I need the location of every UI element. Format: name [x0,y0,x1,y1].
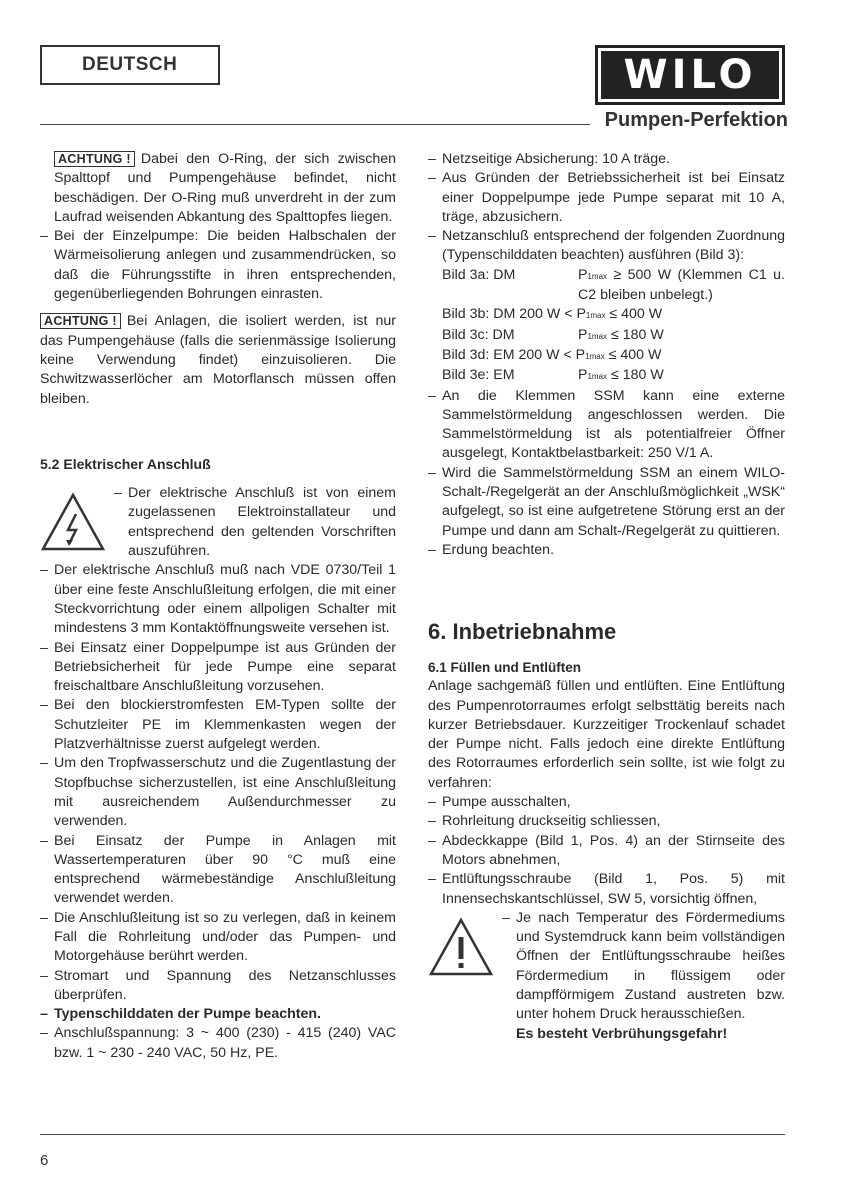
footer-rule [40,1134,785,1135]
list-item: – Bei Einsatz einer Doppelpumpe ist aus Gründen der Betriebsicherheit für jede Pumpe eine separat freischaltbare Anschlußleitung vorzusehen. [40,639,396,695]
bild-row: Bild 3b: DM 200 W < P1max ≤ 400 W [442,306,663,323]
list-item: – Bei Einsatz der Pumpe in Anlagen mit Wassertemperaturen über 90 °C muß eine entsprechend wärmebeständige Anschlußleitung verwendet werden. [40,832,396,907]
bild-row: Bild 3a: DM P1max ≥ 500 W (Klemmen C1 u. C2 bleiben unbelegt.) [442,266,785,304]
list-item: – Der elektrische Anschluß muß nach VDE 0730/Teil 1 über eine feste Anschlußleitung erfolgen, die mit einer Steckvorrichtung oder einem allpoligen Schalter mit mindestens 3 mm Kontaktöffnungsweite versehen ist. [40,562,396,637]
warning-bold: Es besteht Verbrühungsgefahr! [516,1025,728,1042]
bild-row: Bild 3d: EM 200 W < P1max ≤ 400 W [442,346,662,363]
list-item: – Je nach Temperatur des Fördermediums und Systemdruck kann beim vollständigen Öffnen der Entlüftungsschraube heißes Fördermedium in flüssigem oder dampfförmigem Zustand austreten bzw. unter hohem Druck herausschießen. Es besteht Verbrühungsgefahr! [502,909,785,1042]
warning-text: Je nach Temperatur des Fördermediums und Systemdruck kann beim vollständigen Öffnen der Entlüftungsschraube heißes Fördermedium in flüssigem oder dampfförmigem Zustand austreten bzw. unter hohem Druck herausschießen. [516,909,785,1023]
high-voltage-warning-icon [40,484,114,558]
logo-text: WILO [601,51,779,99]
page-number: 6 [40,1152,49,1169]
achtung-text-2: Bei Anlagen, die isoliert werden, ist nur das Pumpengehäuse (falls die serienmässige Isolierung keine Verwendung findet) einzuisolieren. Die Schwitzwasserlöcher am Motorflansch müssen offen bleiben. [40,313,396,407]
section-heading-6: 6. Inbetriebnahme [428,619,617,645]
bild-row: Bild 3c: DM P1max ≤ 180 W [442,326,664,343]
bild-row: Bild 3e: EM P1max ≤ 180 W [442,367,664,384]
achtung-badge: ACHTUNG ! [40,313,121,329]
left-column [40,150,396,1063]
section-heading-5-2: 5.2 Elektrischer Anschluß [40,455,211,472]
list-item: – Aus Gründen der Betriebssicherheit ist bei Einsatz einer Doppelpumpe jede Pumpe separat mit 10 A, träge, abzusichern. [428,170,785,225]
scald-warning [428,909,785,1044]
list-item: – An die Klemmen SSM kann eine externe Sammelstörmeldung angeschlossen werden. Die Sammelstörmeldung ist als potentialfreier Öffner ausgelegt, Kontaktbelastbarkeit: 250 V/1 A. [428,387,785,462]
list-item: – Erdung beachten. [428,541,555,558]
list-item: – Anschlußspannung: 3 ~ 400 (230) - 415 (240) VAC bzw. 1 ~ 230 - 240 VAC, 50 Hz, PE. [40,1025,396,1061]
list-item-bold: – Typenschilddaten der Pumpe beachten. [40,1006,321,1023]
achtung-paragraph-2 [40,312,396,408]
achtung-text-1: Dabei den O-Ring, der sich zwischen Spalttopf und Pumpengehäuse befindet, nicht beschädigen. Der O-Ring muß unverdreht in der zum Laufrad weisenden Abkantung des Spalttopfes liegen. [54,151,396,225]
list-item: – Die Anschlußleitung ist so zu verlegen, daß in keinem Fall die Rohrleitung und/oder das Pumpen- und Motorgehäuse berührt werden. [40,909,396,965]
tagline: Pumpen-Perfektion [604,109,788,131]
list-item: – Um den Tropfwasserschutz und die Zugentlastung der Stopfbuchse sicherzustellen, ist eine Anschlußleitung mit ausreichendem Außendurchmesser zu verwenden. [40,755,396,830]
list-item: – Stromart und Spannung des Netzanschlusses überprüfen. [40,967,396,1003]
section-heading-6-1: 6.1 Füllen und Entlüften [428,660,581,676]
list-item: – Pumpe ausschalten, [428,794,571,811]
language-label [40,45,220,85]
achtung-badge: ACHTUNG ! [54,151,135,167]
list-item: – Entlüftungsschraube (Bild 1, Pos. 5) mit Innensechskantschlüssel, SW 5, vorsichtig öffnen, [428,871,785,907]
language-text: DEUTSCH [82,54,178,75]
list-item: – Wird die Sammelstörmeldung SSM an einem WILO-Schalt-/Regelgerät an der Anschlußmöglichkeit „WSK“ aufgelegt, so ist eine aufgetretene Störung erst an der Pumpe und dann am Schalt-/Regelgerät zu quittieren. [428,464,785,539]
exclamation-warning-icon [428,909,502,983]
list-item: – Der elektrische Anschluß ist von einem zugelassenen Elektroinstallateur und entsprechend den geltenden Vorschriften auszuführen. [114,485,396,560]
wilo-logo [595,45,785,105]
section-6-1-text: Anlage sachgemäß füllen und entlüften. Eine Entlüftung des Pumpenrotorraumes erfolgt selbsttätig bereits nach kurzer Betriebsdauer. Kurzzeitiger Trockenlauf schadet der Pumpe nicht. Falls jedoch eine direkte Entlüftung des Rotorraumes erforderlich sein sollte, ist wie folgt zu verfahren: [428,678,785,791]
list-item: – Rohrleitung druckseitig schliessen, [428,813,661,830]
list-item: – Abdeckkappe (Bild 1, Pos. 4) an der Stirnseite des Motors abnehmen, [428,832,785,868]
header-rule [40,124,590,125]
electrical-warning [40,484,396,561]
achtung-paragraph-1 [40,150,396,227]
right-column [428,150,785,1044]
list-item: – Bei der Einzelpumpe: Die beiden Halbschalen der Wärmeisolierung anlegen und zusammendrücken, so daß die Führungsstifte in ihren entsprechenden, gegenüberliegenden Bohrungen einrasten. [40,228,396,303]
list-item: – Netzanschluß entsprechend der folgenden Zuordnung (Typenschilddaten beachten) ausführen (Bild 3): [428,228,785,264]
list-item: – Bei den blockierstromfesten EM-Typen sollte der Schutzleiter PE im Klemmenkasten wegen der Platzverhältnisse zuerst aufgelegt werden. [40,697,396,753]
list-item: – Netzseitige Absicherung: 10 A träge. [428,151,670,167]
